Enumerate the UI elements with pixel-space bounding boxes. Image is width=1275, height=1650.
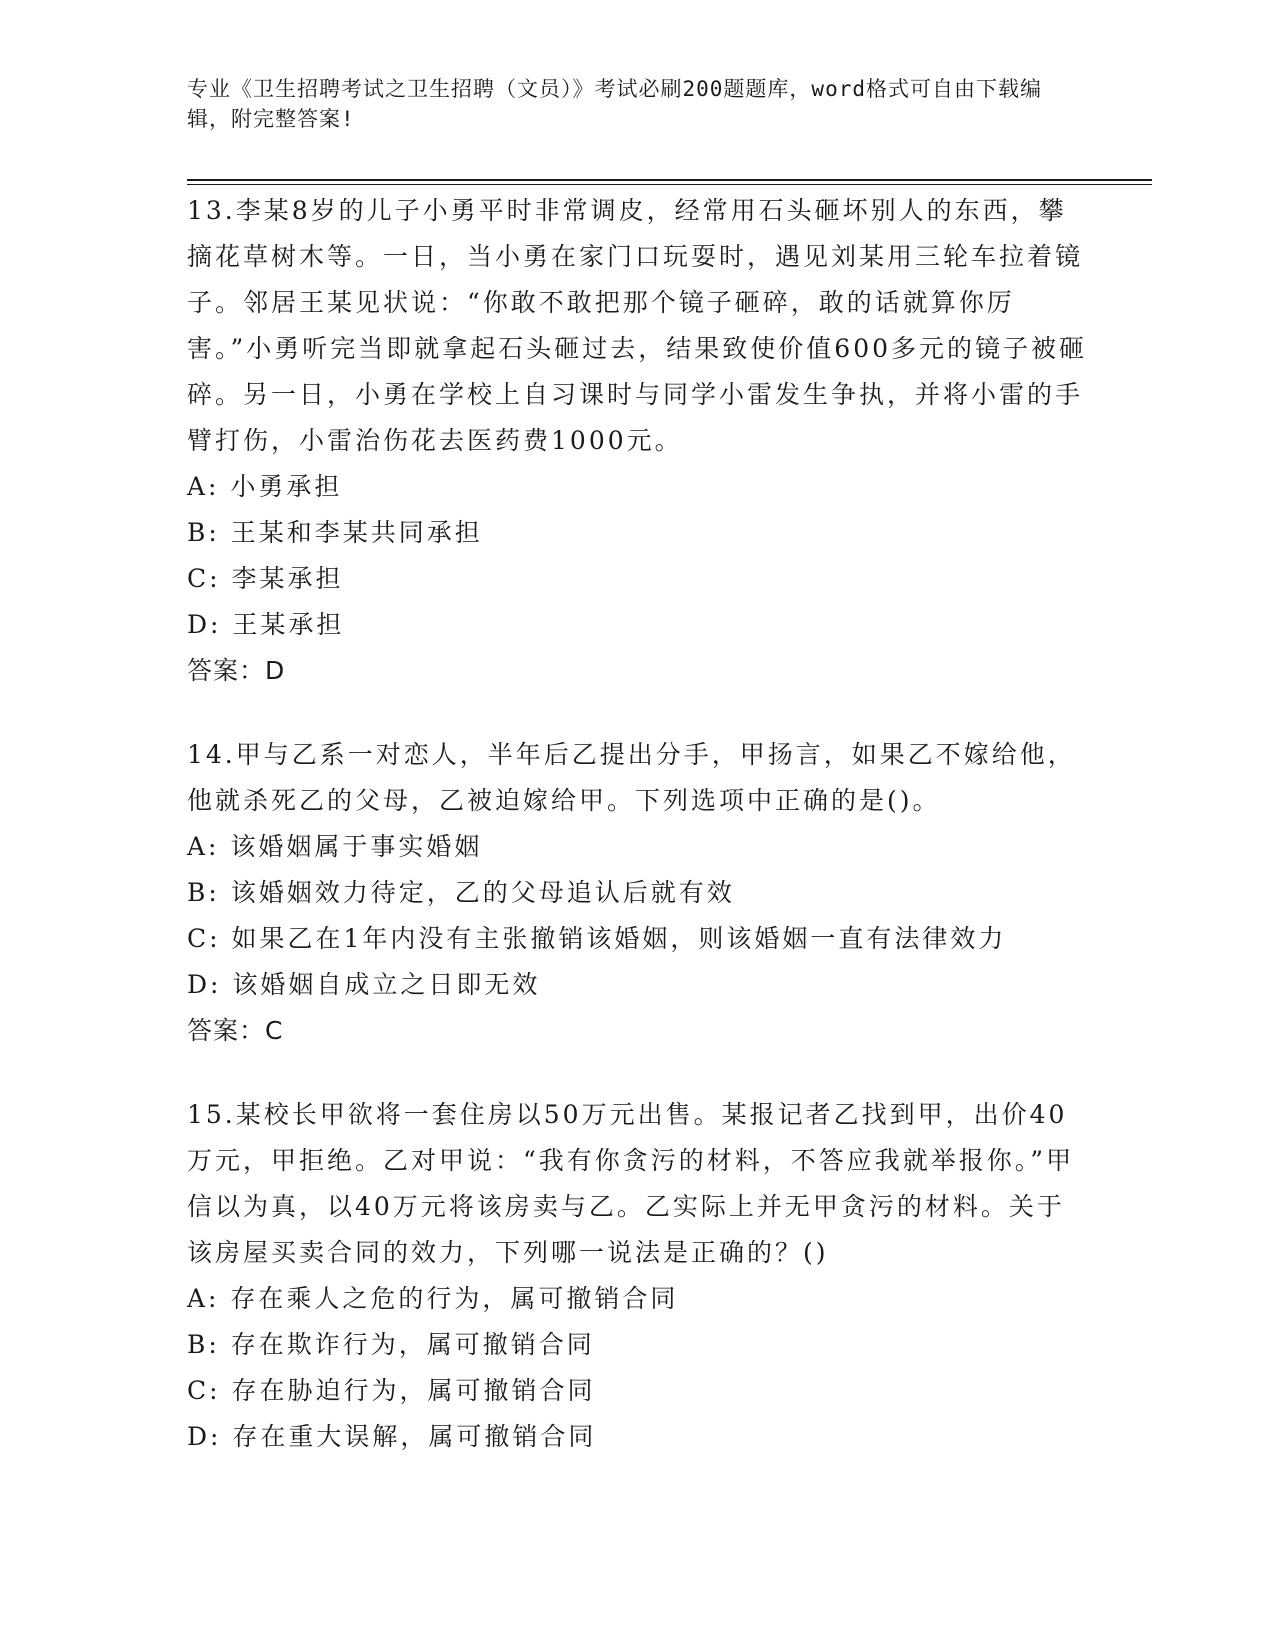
question-13 xyxy=(187,188,1087,694)
header-divider-thick xyxy=(187,179,1152,181)
option-a: A: 小勇承担 xyxy=(187,472,343,501)
option-a: A: 存在乘人之危的行为，属可撤销合同 xyxy=(187,1284,679,1313)
answer-label: 答案：D xyxy=(187,656,286,685)
option-c: C: 如果乙在1年内没有主张撤销该婚姻，则该婚姻一直有法律效力 xyxy=(187,924,1007,953)
option-c: C: 存在胁迫行为，属可撤销合同 xyxy=(187,1376,596,1405)
option-a: A: 该婚姻属于事实婚姻 xyxy=(187,832,483,861)
option-d: D: 王某承担 xyxy=(187,610,345,639)
question-stem: 13.李某8岁的儿子小勇平时非常调皮，经常用石头砸坏别人的东西，攀摘花草树木等。一日，当小勇在家门口玩耍时，遇见刘某用三轮车拉着镜子。邻居王某见状说：“你敢不敢把那个镜子砸碎，敢的话就算你厉害。”小勇听完当即就拿起石头砸过去，结果致使价值600多元的镜子被砸碎。另一日，小勇在学校上自习课时与同学小雷发生争执，并将小雷的手臂打伤，小雷治伤花去医药费1000元。 xyxy=(187,196,1088,455)
question-stem: 15.某校长甲欲将一套住房以50万元出售。某报记者乙找到甲，出价40万元，甲拒绝。乙对甲说：“我有你贪污的材料，不答应我就举报你。”甲信以为真，以40万元将该房卖与乙。乙实际上并无甲贪污的材料。关于该房屋买卖合同的效力，下列哪一说法是正确的？() xyxy=(187,1100,1075,1267)
option-c: C: 李某承担 xyxy=(187,564,344,593)
option-b: B: 王某和李某共同承担 xyxy=(187,518,483,547)
header-divider-thin xyxy=(187,184,1152,185)
answer-label: 答案：C xyxy=(187,1016,284,1045)
option-b: B: 存在欺诈行为，属可撤销合同 xyxy=(187,1330,595,1359)
question-15 xyxy=(187,1092,1087,1460)
option-d: D: 该婚姻自成立之日即无效 xyxy=(187,970,541,999)
question-list xyxy=(187,188,1087,1498)
question-stem: 14.甲与乙系一对恋人，半年后乙提出分手，甲扬言，如果乙不嫁给他，他就杀死乙的父母，乙被迫嫁给甲。下列选项中正确的是()。 xyxy=(187,740,1076,815)
option-b: B: 该婚姻效力待定，乙的父母追认后就有效 xyxy=(187,878,735,907)
question-14 xyxy=(187,732,1087,1054)
document-header: 专业《卫生招聘考试之卫生招聘（文员）》考试必刷200题题库，word格式可自由下载编辑，附完整答案! xyxy=(187,77,1042,131)
option-d: D: 存在重大误解，属可撤销合同 xyxy=(187,1422,597,1451)
